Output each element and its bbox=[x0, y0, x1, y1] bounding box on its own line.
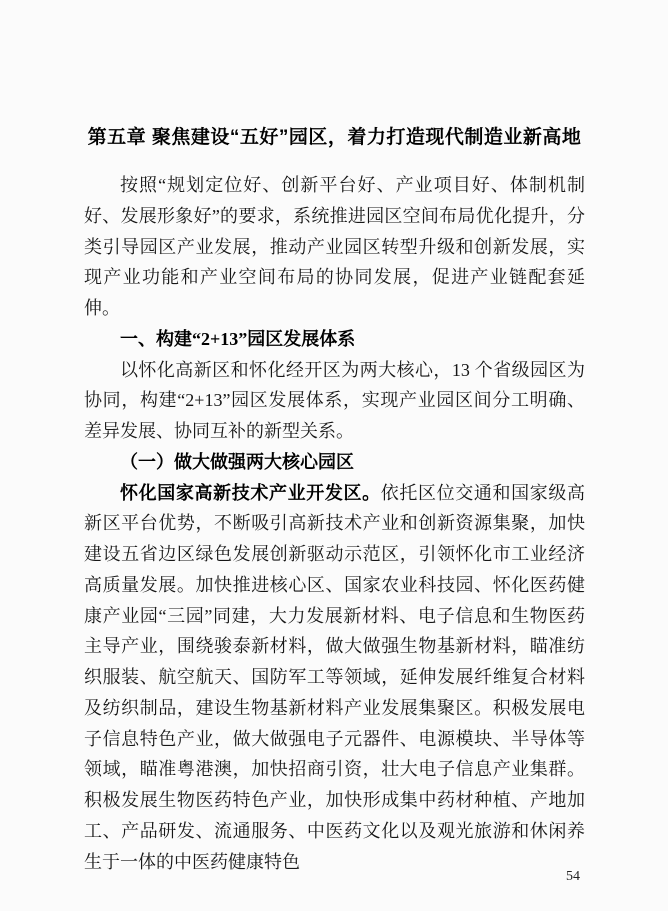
section-1-paragraph: 以怀化高新区和怀化经开区为两大核心，13 个省级园区为协同，构建“2+13”园区发展体系，实现产业园区间分工明确、差异发展、协同互补的新型关系。 bbox=[84, 359, 585, 441]
section-1-heading: 一、构建“2+13”园区发展体系 bbox=[120, 328, 356, 349]
paragraph-body-text: 依托区位交通和国家级高新区平台优势，不断吸引高新技术产业和创新资源集聚，加快建设五省边区绿色发展创新驱动示范区，引领怀化市工业经济高质量发展。加快推进核心区、国家农业科技园、怀化医药健康产业园“三园”同建，大力发展新材料、电子信息和生物医药主导产业，围绕骏泰新材料，做大做强生物基新材料，瞄准纺织服装、航空航天、国防军工等领域，延伸发展纤维复合材料及纺织制品，建设生物基新材料产业发展集聚区。积极发展电子信息特色产业，做大做强电子元器件、电源模块、半导体等领域，瞄准粤港澳，加快招商引资，壮大电子信息产业集群。积极发展生物医药特色产业，加快形成集中药材种植、产地加工、产品研发、流通服务、中医药文化以及观光旅游和休闲养生于一体的中医药健康特色 bbox=[84, 482, 585, 872]
subsection-1-paragraph bbox=[84, 478, 585, 878]
intro-paragraph: 按照“规划定位好、创新平台好、产业项目好、体制机制好、发展形象好”的要求，系统推进园区空间布局优化提升，分类引导园区产业发展，推动产业园区转型升级和创新发展，实现产业功能和产业空间布局的协同发展，促进产业链配套延伸。 bbox=[84, 175, 585, 318]
paragraph-bold-lead: 怀化国家高新技术产业开发区。 bbox=[120, 482, 381, 503]
page-content bbox=[84, 122, 585, 877]
chapter-title: 第五章 聚焦建设“五好”园区，着力打造现代制造业新高地 bbox=[87, 127, 582, 148]
subsection-1-heading: （一）做大做强两大核心园区 bbox=[120, 451, 354, 472]
page-number: 54 bbox=[566, 869, 580, 884]
